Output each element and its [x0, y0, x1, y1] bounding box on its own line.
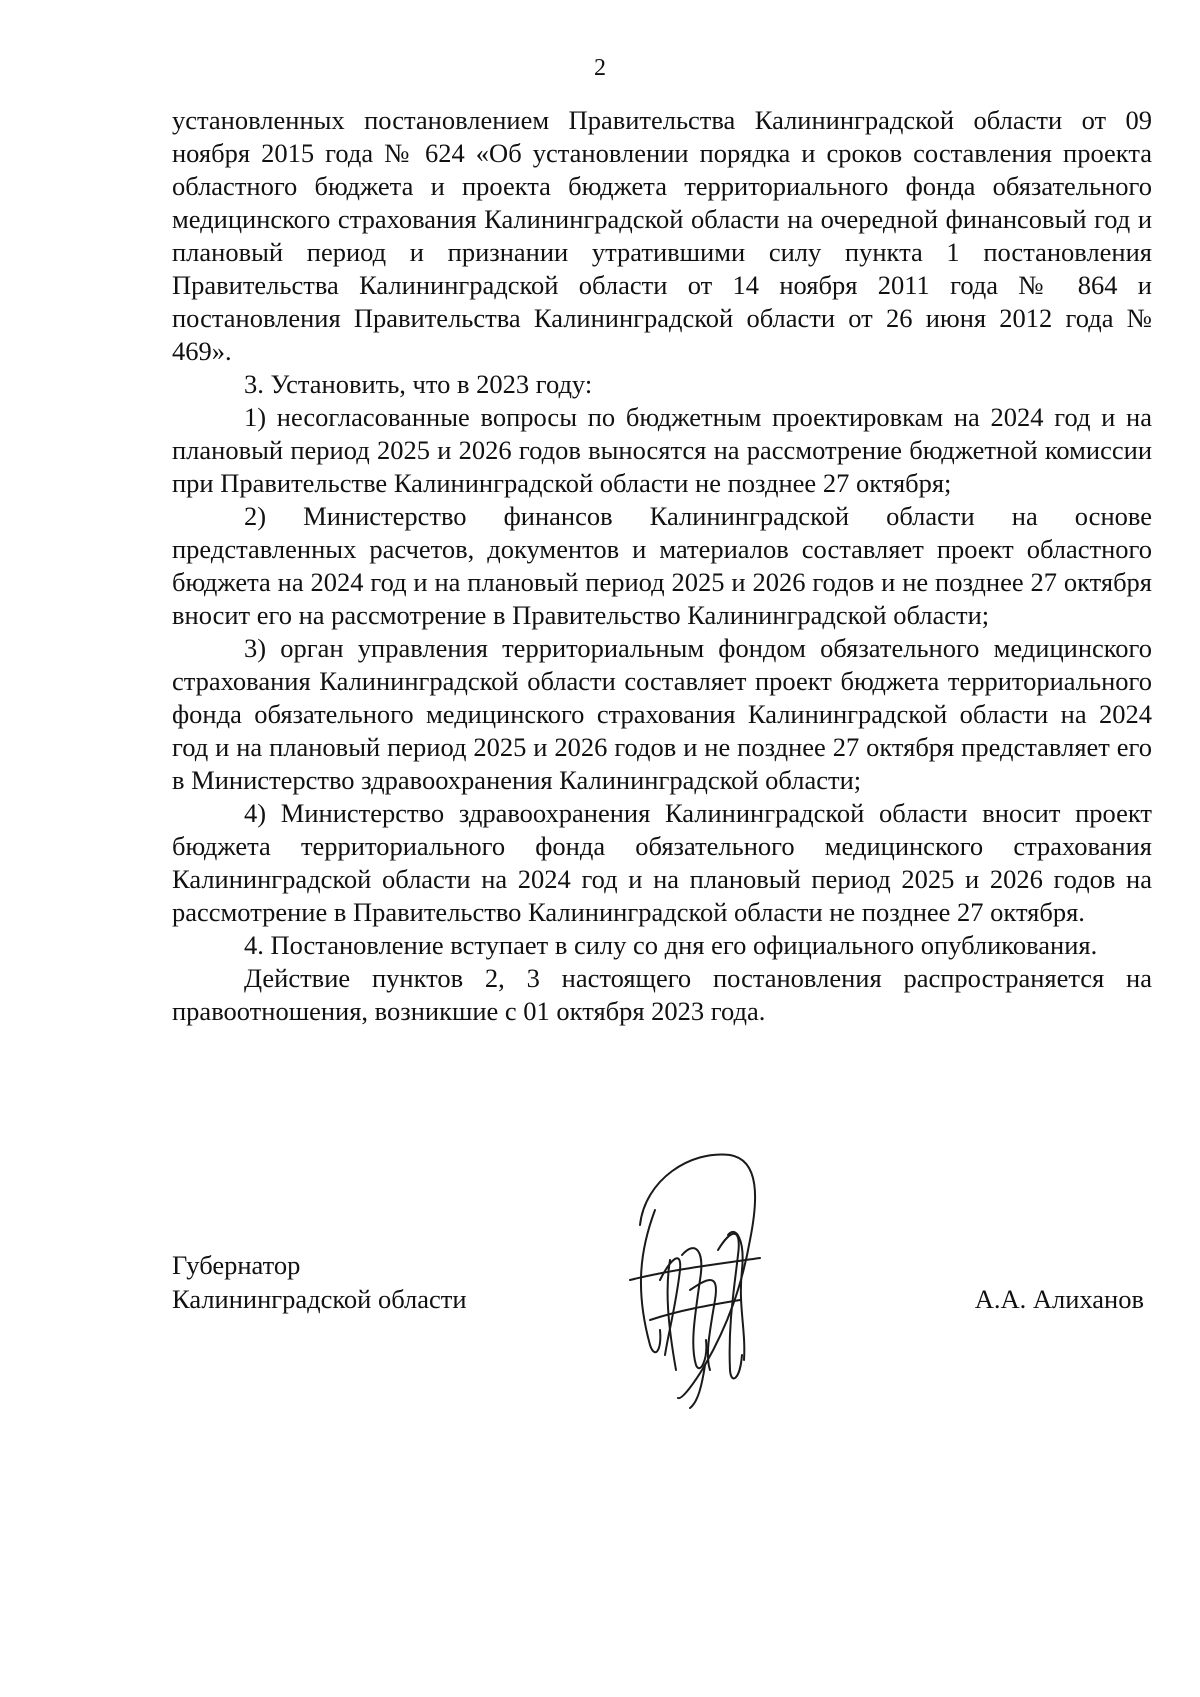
paragraph-item-4: 4. Постановление вступает в силу со дня его официального опубликования. [244, 930, 1098, 960]
paragraph-subitem-3: 3) орган управления территориальным фондом обязательного медицинского страхования Калининградской области составляет проект бюджета территориального фонда обязательного медицинского страхования Калининградской области на 2024 год и на плановый период 2025 и 2026 годов и не позднее 27 октября представляет его в Министерство здравоохранения Калининградской области; [172, 633, 1152, 795]
paragraph-subitem-2: 2) Министерство финансов Калининградской области на основе представленных расчетов, документов и материалов составляет проект областного бюджета на 2024 год и на плановый период 2025 и 2026 годов и не позднее 27 октября вносит его на рассмотрение в Правительство Калининградской области; [172, 501, 1152, 630]
paragraph-item-3: 3. Установить, что в 2023 году: [244, 369, 593, 399]
signer-position [172, 1248, 467, 1316]
paragraph-subitem-1: 1) несогласованные вопросы по бюджетным проектировкам на 2024 год и на плановый период 2025 и 2026 годов выносятся на рассмотрение бюджетной комиссии при Правительстве Калининградской области не позднее 27 октября; [172, 402, 1152, 498]
signer-position-line-2: Калининградской области [172, 1284, 467, 1314]
document-body [172, 104, 1152, 1028]
signer-position-line-1: Губернатор [172, 1250, 301, 1280]
page-number: 2 [594, 55, 606, 81]
signer-name: А.А. Алиханов [974, 1284, 1144, 1314]
paragraph-continuation: установленных постановлением Правительства Калининградской области от 09 ноября 2015 года № 624 «Об установлении порядка и сроков составления проекта областного бюджета и проекта бюджета территориального фонда обязательного медицинского страхования Калининградской области на очередной финансовый год и плановый период и признании утратившими силу пункта 1 постановления Правительства Калининградской области от 14 ноября 2011 года № 864 и постановления Правительства Калининградской области от 26 июня 2012 года № 469». [172, 105, 1152, 366]
paragraph-effective-clause: Действие пунктов 2, 3 настоящего постановления распространяется на правоотношения, возникшие с 01 октября 2023 года. [172, 963, 1152, 1026]
paragraph-subitem-4: 4) Министерство здравоохранения Калининградской области вносит проект бюджета территориального фонда обязательного медицинского страхования Калининградской области на 2024 год и на плановый период 2025 и 2026 годов на рассмотрение в Правительство Калининградской области не позднее 27 октября. [172, 798, 1152, 927]
handwritten-signature [610, 1140, 830, 1410]
